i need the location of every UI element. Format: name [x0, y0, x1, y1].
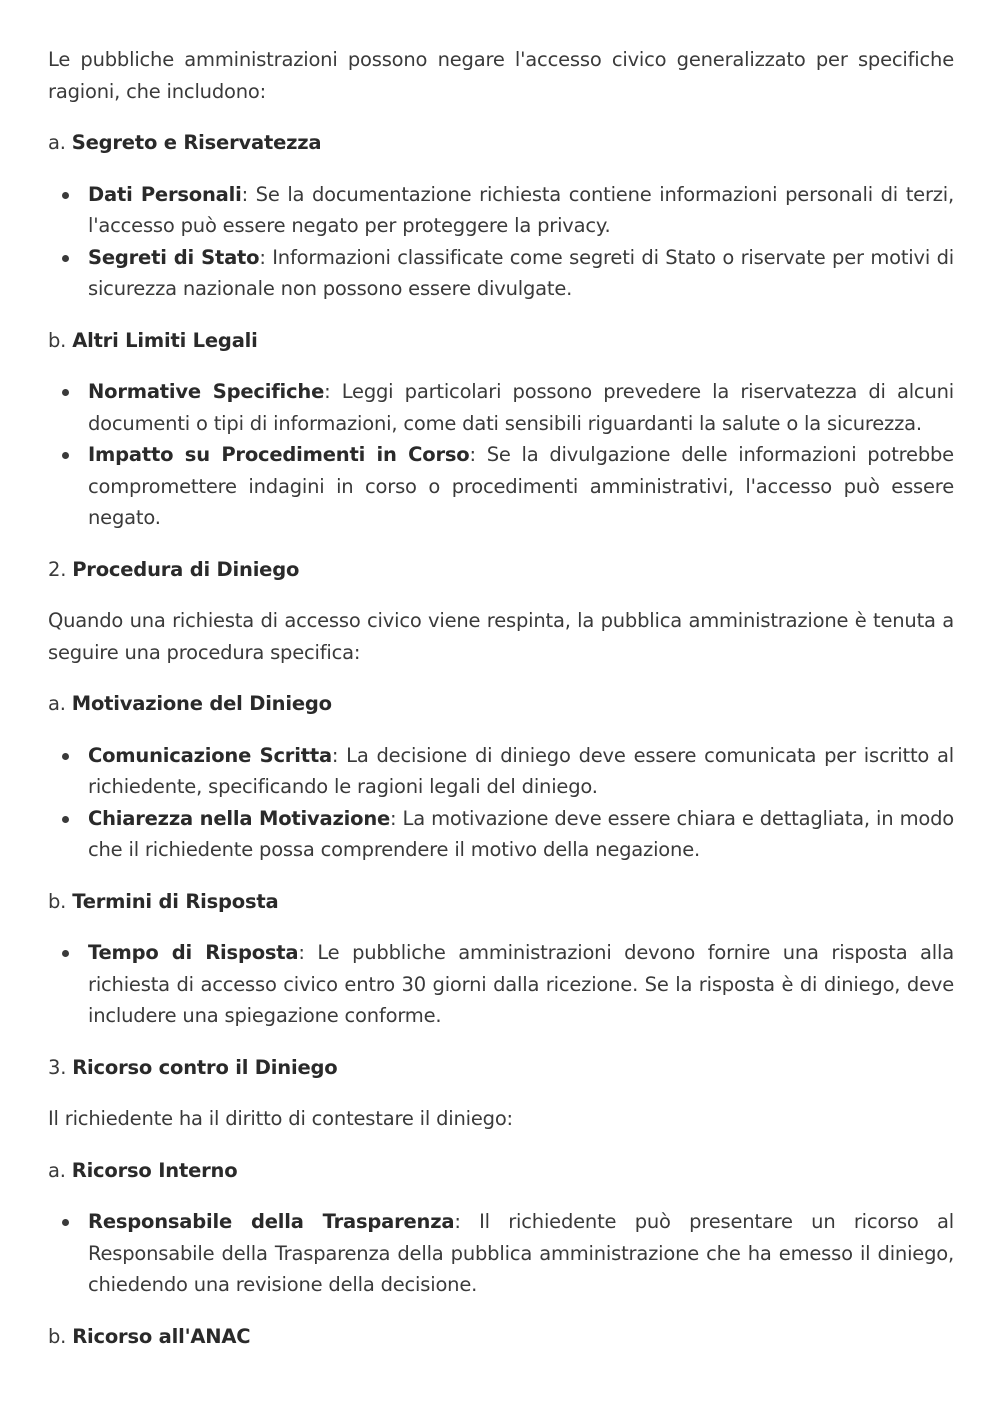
list-item: [48, 179, 954, 242]
list-item: [48, 439, 954, 534]
section-heading-a-motivazione: [48, 688, 954, 720]
heading-marker: a.: [48, 1158, 72, 1182]
section-heading-b-limiti: [48, 325, 954, 357]
bullet-list-limiti: [48, 376, 954, 534]
bullet-icon: [62, 255, 69, 262]
ricorso-paragraph: Il richiedente ha il diritto di contestare il diniego:: [48, 1107, 513, 1130]
bullet-icon: [62, 452, 69, 459]
heading-title: Segreto e Riservatezza: [71, 131, 322, 154]
bullet-list-ricorso-interno: [48, 1206, 954, 1301]
bullet-icon: [62, 192, 69, 199]
procedura-paragraph: Quando una richiesta di accesso civico viene respinta, la pubblica amministrazione è tenuta a seguire una procedura specifica:: [48, 609, 954, 664]
bullet-icon: [62, 950, 69, 957]
list-item-term: Comunicazione Scritta: [88, 743, 332, 767]
list-item-term: Tempo di Risposta: [88, 941, 299, 964]
bullet-list-motivazione: [48, 740, 954, 866]
bullet-list-segreto: [48, 179, 954, 305]
list-item-text: : Le pubbliche amministrazioni devono fornire una risposta alla richiesta di accesso civico entro 30 giorni dalla ricezione. Se la risposta è di diniego, deve includere una spiegazione conforme.: [88, 941, 954, 1027]
heading-marker: 3.: [48, 1055, 73, 1079]
list-item-term: Chiarezza nella Motivazione: [88, 806, 391, 830]
bullet-icon: [62, 753, 69, 760]
list-item: [48, 1206, 954, 1301]
list-item-text: : Leggi particolari possono prevedere la riservatezza di alcuni documenti o tipi di informazioni, come dati sensibili riguardanti la salute o la sicurezza.: [88, 380, 954, 435]
list-item: [48, 803, 954, 866]
list-item-term: Dati Personali: [88, 182, 242, 206]
list-item-text: : Informazioni classificate come segreti di Stato o riservate per motivi di sicurezza nazionale non possono essere divulgate.: [88, 245, 954, 300]
list-item: [48, 740, 954, 803]
heading-title: Procedura di Diniego: [72, 557, 300, 581]
bullet-icon: [62, 389, 69, 396]
list-item-text: : La motivazione deve essere chiara e dettagliata, in modo che il richiedente possa comprendere il motivo della negazione.: [88, 806, 955, 861]
heading-marker: 2.: [48, 557, 73, 581]
heading-marker: a.: [48, 692, 72, 715]
section-heading-b-anac: [48, 1321, 954, 1353]
list-item-text: : Se la documentazione richiesta contiene informazioni personali di terzi, l'accesso può essere negato per proteggere la privacy.: [88, 182, 955, 237]
list-item: [48, 937, 954, 1032]
heading-title: Ricorso all'ANAC: [72, 1324, 251, 1348]
section-heading-2-procedura: [48, 554, 954, 586]
heading-title: Ricorso Interno: [71, 1158, 238, 1182]
list-item-term: Responsabile della Trasparenza: [88, 1210, 455, 1233]
heading-title: Altri Limiti Legali: [72, 328, 258, 352]
document-page: [48, 44, 954, 1372]
heading-title: Termini di Risposta: [72, 889, 279, 913]
heading-marker: a.: [48, 131, 72, 154]
heading-title: Ricorso contro il Diniego: [72, 1055, 338, 1079]
bullet-icon: [62, 1219, 69, 1226]
heading-marker: b.: [48, 889, 73, 913]
bullet-icon: [62, 816, 69, 823]
list-item-term: Segreti di Stato: [88, 245, 260, 269]
heading-marker: b.: [48, 328, 73, 352]
list-item-term: Normative Specifiche: [88, 380, 325, 403]
intro-paragraph: Le pubbliche amministrazioni possono negare l'accesso civico generalizzato per specifiche ragioni, che includono:: [48, 48, 954, 103]
heading-title: Motivazione del Diniego: [71, 692, 332, 715]
list-item-text: : Il richiedente può presentare un ricorso al Responsabile della Trasparenza della pubblica amministrazione che ha emesso il diniego, chiedendo una revisione della decisione.: [88, 1210, 954, 1296]
section-heading-3-ricorso: [48, 1052, 954, 1084]
list-item: [48, 376, 954, 439]
section-heading-a-segreto: [48, 127, 954, 159]
section-heading-a-ricorso-interno: [48, 1155, 954, 1187]
list-item-text: : La decisione di diniego deve essere comunicata per iscritto al richiedente, specificando le ragioni legali del diniego.: [88, 743, 954, 798]
heading-marker: b.: [48, 1324, 73, 1348]
bullet-list-termini: [48, 937, 954, 1032]
section-heading-b-termini: [48, 886, 954, 918]
list-item-term: Impatto su Procedimenti in Corso: [88, 443, 470, 466]
list-item: [48, 242, 954, 305]
list-item-text: : Se la divulgazione delle informazioni potrebbe compromettere indagini in corso o procedimenti amministrativi, l'accesso può essere negato.: [88, 443, 954, 529]
